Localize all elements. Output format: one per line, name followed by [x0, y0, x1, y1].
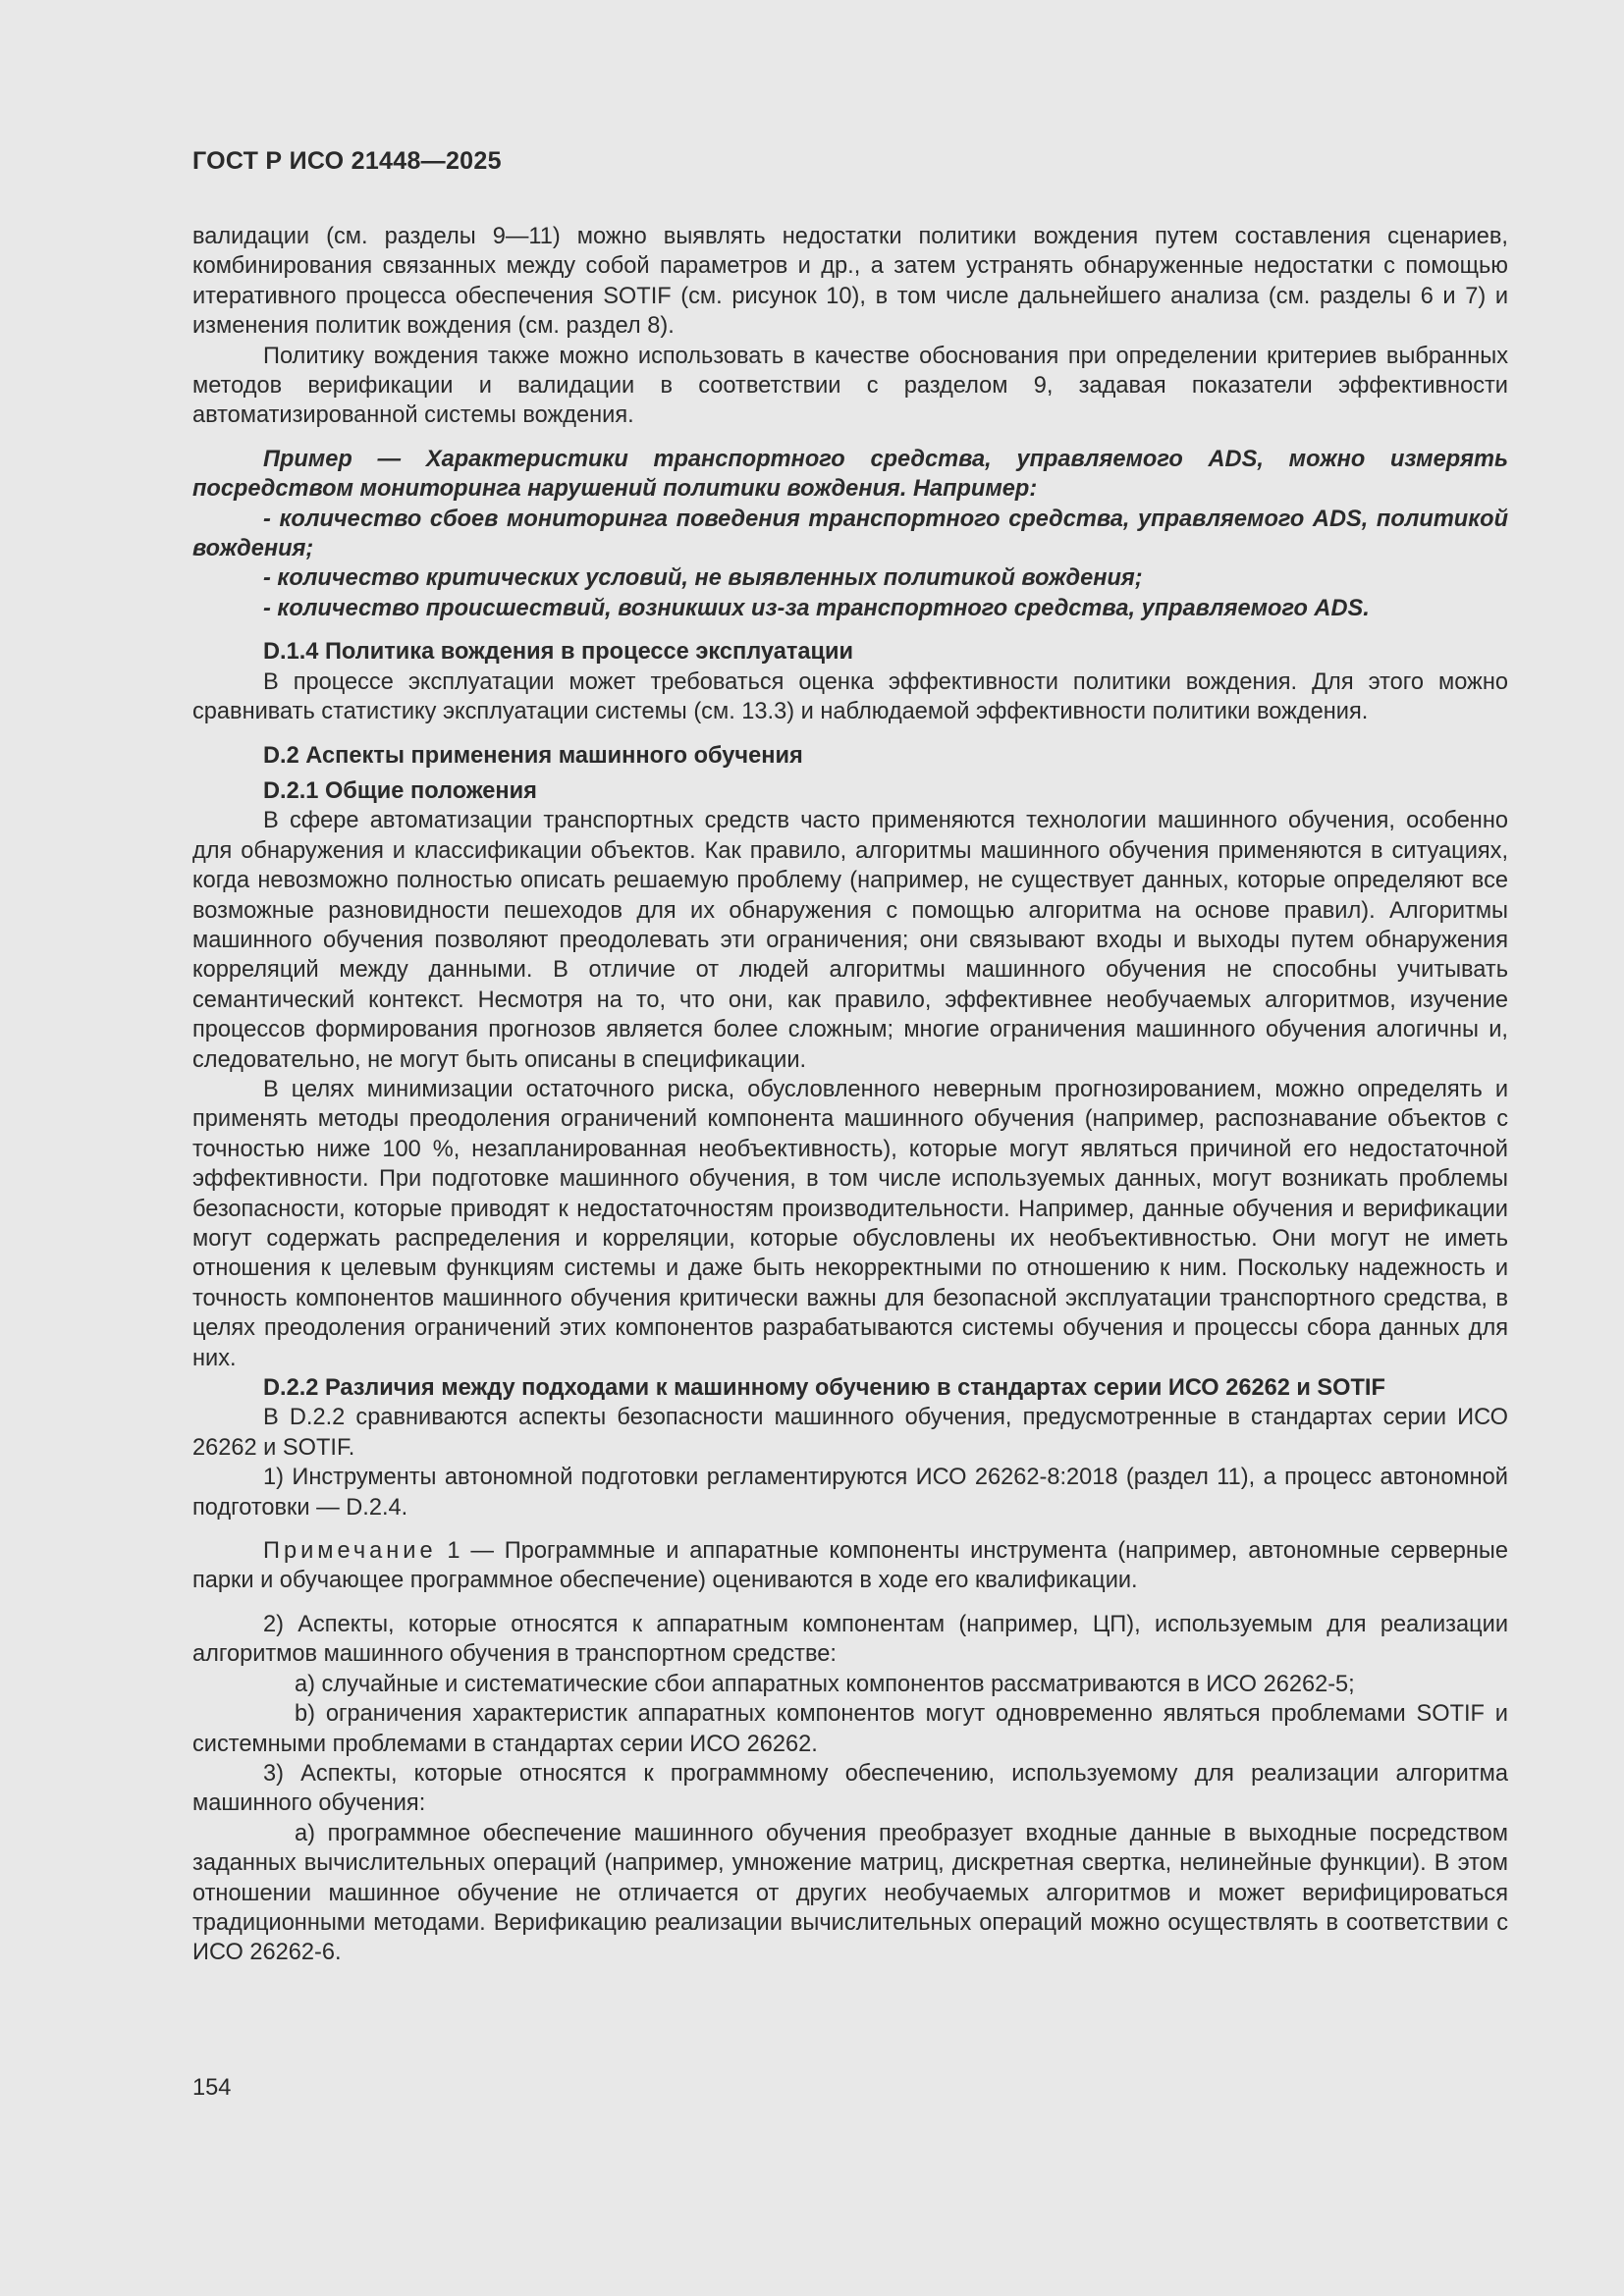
- paragraph: 1) Инструменты автономной подготовки регламентируются ИСО 26262-8:2018 (раздел 11), а процесс автономной подготовки — D.2.4.: [192, 1465, 1508, 1521]
- page-content: [192, 222, 1508, 1968]
- example-item: - количество происшествий, возникших из-за транспортного средства, управляемого ADS.: [263, 595, 1370, 621]
- example-item: - количество критических условий, не выявленных политикой вождения;: [263, 565, 1143, 592]
- page-header: ГОСТ Р ИСО 21448—2025: [192, 147, 502, 175]
- paragraph: валидации (см. разделы 9—11) можно выявлять недостатки политики вождения путем составления сценариев, комбинирования связанных между собой параметров и др., а затем устранять обнаруженные недостатки с помощью итеративного процесса обеспечения SOTIF (см. рисунок 10), в том числе дальнейшего анализа (см. разделы 6 и 7) и изменения политик вождения (см. раздел 8).: [192, 224, 1508, 340]
- paragraph: В процессе эксплуатации может требоваться оценка эффективности политики вождения. Для этого можно сравнивать статистику эксплуатации системы (см. 13.3) и наблюдаемой эффективности политики вождения.: [192, 668, 1508, 725]
- page-number: 154: [192, 2075, 232, 2101]
- paragraph: 2) Аспекты, которые относятся к аппаратным компонентам (например, ЦП), используемым для реализации алгоритмов машинного обучения в транспортном средстве:: [192, 1611, 1508, 1668]
- paragraph: В D.2.2 сравниваются аспекты безопасности машинного обучения, предусмотренные в стандартах серии ИСО 26262 и SOTIF.: [192, 1405, 1508, 1461]
- section-heading-d2: D.2 Аспекты применения машинного обучения: [263, 742, 803, 769]
- list-item: a) случайные и систематические сбои аппаратных компонентов рассматриваются в ИСО 26262-5;: [295, 1671, 1355, 1697]
- paragraph: В целях минимизации остаточного риска, обусловленного неверным прогнозированием, можно определять и применять методы преодоления ограничений компонента машинного обучения (например, распознавание объектов с точностью ниже 100 %, незапланированная необъективность), которые могут являться причиной его недостаточной эффективности. При подготовке машинного обучения, в том числе используемых данных, могут возникать проблемы безопасности, которые приводят к недостаточностям производительности. Например, данные обучения и верификации могут содержать распределения и корреляции, которые обусловлены их необъективностью. Они могут не иметь отношения к целевым функциям системы и даже быть некорректными по отношению к ним. Поскольку надежность и точность компонентов машинного обучения критически важны для безопасной эксплуатации транспортного средства, в целях преодоления ограничений этих компонентов разрабатываются системы обучения и процессы сбора данных для них.: [192, 1076, 1508, 1371]
- paragraph: Политику вождения также можно использовать в качестве обоснования при определении критериев выбранных методов верификации и валидации в соответствии с разделом 9, задавая показатели эффективности автоматизированной системы вождения.: [192, 343, 1508, 429]
- section-heading-d22: D.2.2 Различия между подходами к машинному обучению в стандартах серии ИСО 26262 и SOTIF: [263, 1375, 1385, 1402]
- note-text: 1 — Программные и аппаратные компоненты инструмента (например, автономные серверные парки и обучающее программное обеспечение) оцениваются в ходе его квалификации.: [192, 1538, 1508, 1594]
- paragraph: 3) Аспекты, которые относятся к программному обеспечению, используемому для реализации алгоритма машинного обучения:: [192, 1760, 1508, 1817]
- list-item: b) ограничения характеристик аппаратных компонентов могут одновременно являться проблемами SOTIF и системными проблемами в стандартах серии ИСО 26262.: [192, 1701, 1508, 1757]
- example-item: - количество сбоев мониторинга поведения транспортного средства, управляемого ADS, политикой вождения;: [192, 506, 1508, 562]
- section-heading-d14: D.1.4 Политика вождения в процессе эксплуатации: [263, 639, 854, 666]
- list-item: a) программное обеспечение машинного обучения преобразует входные данные в выходные посредством заданных вычислительных операций (например, умножение матриц, дискретная свертка, нелинейные функции). В этом отношении машинное обучение не отличается от других необучаемых алгоритмов и может верифицироваться традиционными методами. Верификацию реализации вычислительных операций можно осуществлять в соответствии с ИСО 26262-6.: [192, 1820, 1508, 1966]
- note: [192, 1536, 1508, 1596]
- note-label: Примечание: [263, 1538, 437, 1565]
- example-intro: Пример — Характеристики транспортного средства, управляемого ADS, можно измерять посредством мониторинга нарушений политики вождения. Например:: [192, 446, 1508, 503]
- paragraph: В сфере автоматизации транспортных средств часто применяются технологии машинного обучения, особенно для обнаружения и классификации объектов. Как правило, алгоритмы машинного обучения применяются в ситуациях, когда невозможно полностью описать решаемую проблему (например, не существует данных, которые определяют все возможные разновидности пешеходов для их обнаружения с помощью алгоритма на основе правил). Алгоритмы машинного обучения позволяют преодолевать эти ограничения; они связывают входы и выходы путем обнаружения корреляций между данными. В отличие от людей алгоритмы машинного обучения не способны учитывать семантический контекст. Несмотря на то, что они, как правило, эффективнее необучаемых алгоритмов, изучение процессов формирования прогнозов является более сложным; многие ограничения машинного обучения алогичны и, следовательно, не могут быть описаны в спецификации.: [192, 808, 1508, 1073]
- section-heading-d21: D.2.1 Общие положения: [263, 777, 537, 804]
